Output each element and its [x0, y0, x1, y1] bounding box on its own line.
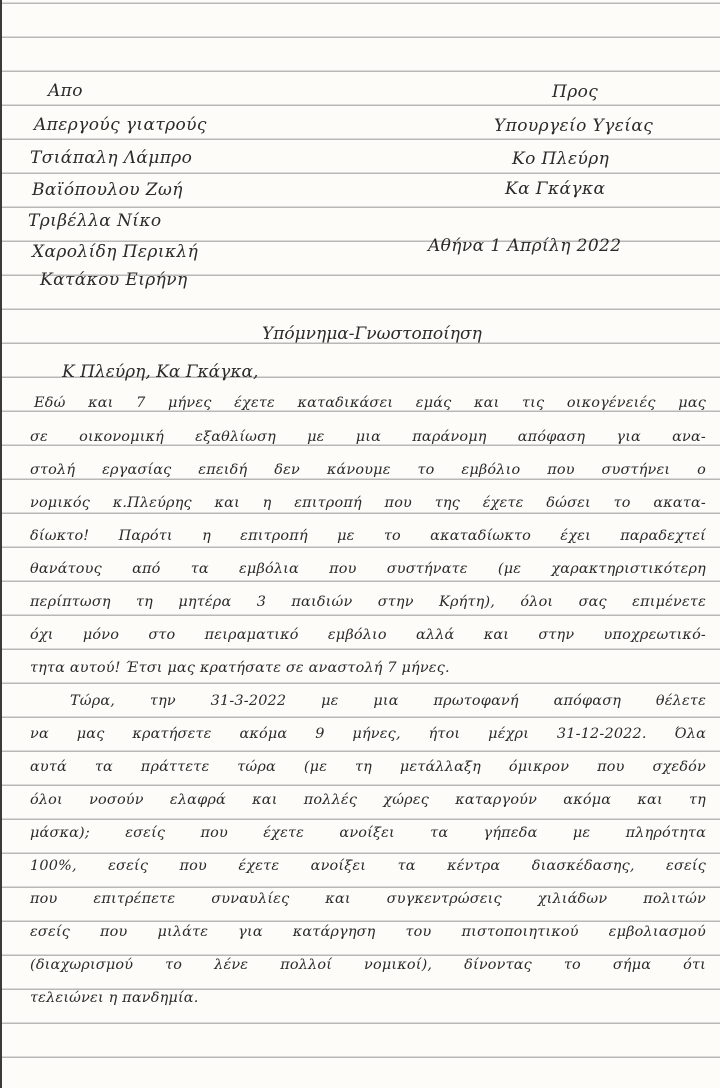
body-line: να μας κρατήσετε ακόμα 9 μήνες, ήτοι μέχρι 31-12-2022. Όλα: [30, 726, 706, 742]
sender-name: Τσιάπαλη Λάμπρο: [30, 148, 193, 168]
body-line: θανάτους από τα εμβόλια που συστήνατε (με χαρακτηριστικότερη: [30, 561, 706, 577]
body-line: τητα αυτού! Έτσι μας κρατήσατε σε αναστολή 7 μήνες.: [30, 660, 450, 676]
sender-group: Απεργούς γιατρούς: [34, 115, 207, 135]
body-line: σε οικονομική εξαθλίωση με μια παράνομη απόφαση για ανα-: [30, 429, 706, 445]
recipient-name: Κο Πλεύρη: [512, 149, 610, 169]
body-line: αυτά τα πράττετε τώρα (με τη μετάλλαξη όμικρον που σχεδόν: [30, 759, 706, 775]
to-label: Προς: [552, 82, 599, 102]
body-line: όχι μόνο στο πειραματικό εμβόλιο αλλά και στην υποχρεωτικό-: [30, 627, 706, 643]
body-line: μάσκα); εσείς που έχετε ανοίξει τα γήπεδα με πληρότητα: [30, 825, 706, 841]
place-date: Αθήνα 1 Απρίλη 2022: [428, 236, 622, 256]
body-line: περίπτωση τη μητέρα 3 παιδιών στην Κρήτη), όλοι σας επιμένετε: [30, 594, 706, 610]
sender-name: Βαϊόπουλου Ζωή: [32, 180, 183, 200]
body-line: τελειώνει η πανδημία.: [30, 990, 199, 1006]
body-line: όλοι νοσούν ελαφρά και πολλές χώρες καταργούν ακόμα και τη: [30, 792, 706, 808]
body-line: (διαχωρισμού το λένε πολλοί νομικοί), δίνοντας το σήμα ότι: [30, 957, 706, 973]
letter-subject: Υπόμνημα-Γνωστοποίηση: [262, 324, 482, 344]
from-label: Απο: [48, 81, 83, 101]
body-line: 100%, εσείς που έχετε ανοίξει τα κέντρα διασκέδασης, εσείς: [30, 858, 706, 874]
body-line: εσείς που μιλάτε για κατάργηση του πιστοποιητικού εμβολιασμού: [30, 924, 706, 940]
salutation: Κ Πλεύρη, Κα Γκάγκα,: [62, 362, 259, 382]
recipient-ministry: Υπουργείο Υγείας: [494, 116, 654, 136]
sender-name: Τριβέλλα Νίκο: [28, 211, 162, 231]
body-line: Εδώ και 7 μήνες έχετε καταδικάσει εμάς και τις οικογένειές μας: [34, 395, 706, 411]
body-line: δίωκτο! Παρότι η επιτροπή με το ακαταδίωκτο έχει παραδεχτεί: [30, 528, 706, 544]
body-line: στολή εργασίας επειδή δεν κάνουμε το εμβόλιο που συστήνει ο: [30, 462, 706, 478]
body-line: που επιτρέπετε συναυλίες και συγκεντρώσεις χιλιάδων πολιτών: [30, 891, 706, 907]
recipient-name: Κα Γκάγκα: [505, 179, 606, 199]
body-line: Τώρα, την 31-3-2022 με μια πρωτοφανή απόφαση θέλετε: [70, 693, 706, 709]
sender-name: Κατάκου Ειρήνη: [40, 270, 188, 290]
body-line: νομικός κ.Πλεύρης και η επιτροπή που της έχετε δώσει το ακατα-: [30, 495, 706, 511]
sender-name: Χαρολίδη Περικλή: [32, 242, 199, 262]
page-margin-rule: [0, 0, 2, 1088]
